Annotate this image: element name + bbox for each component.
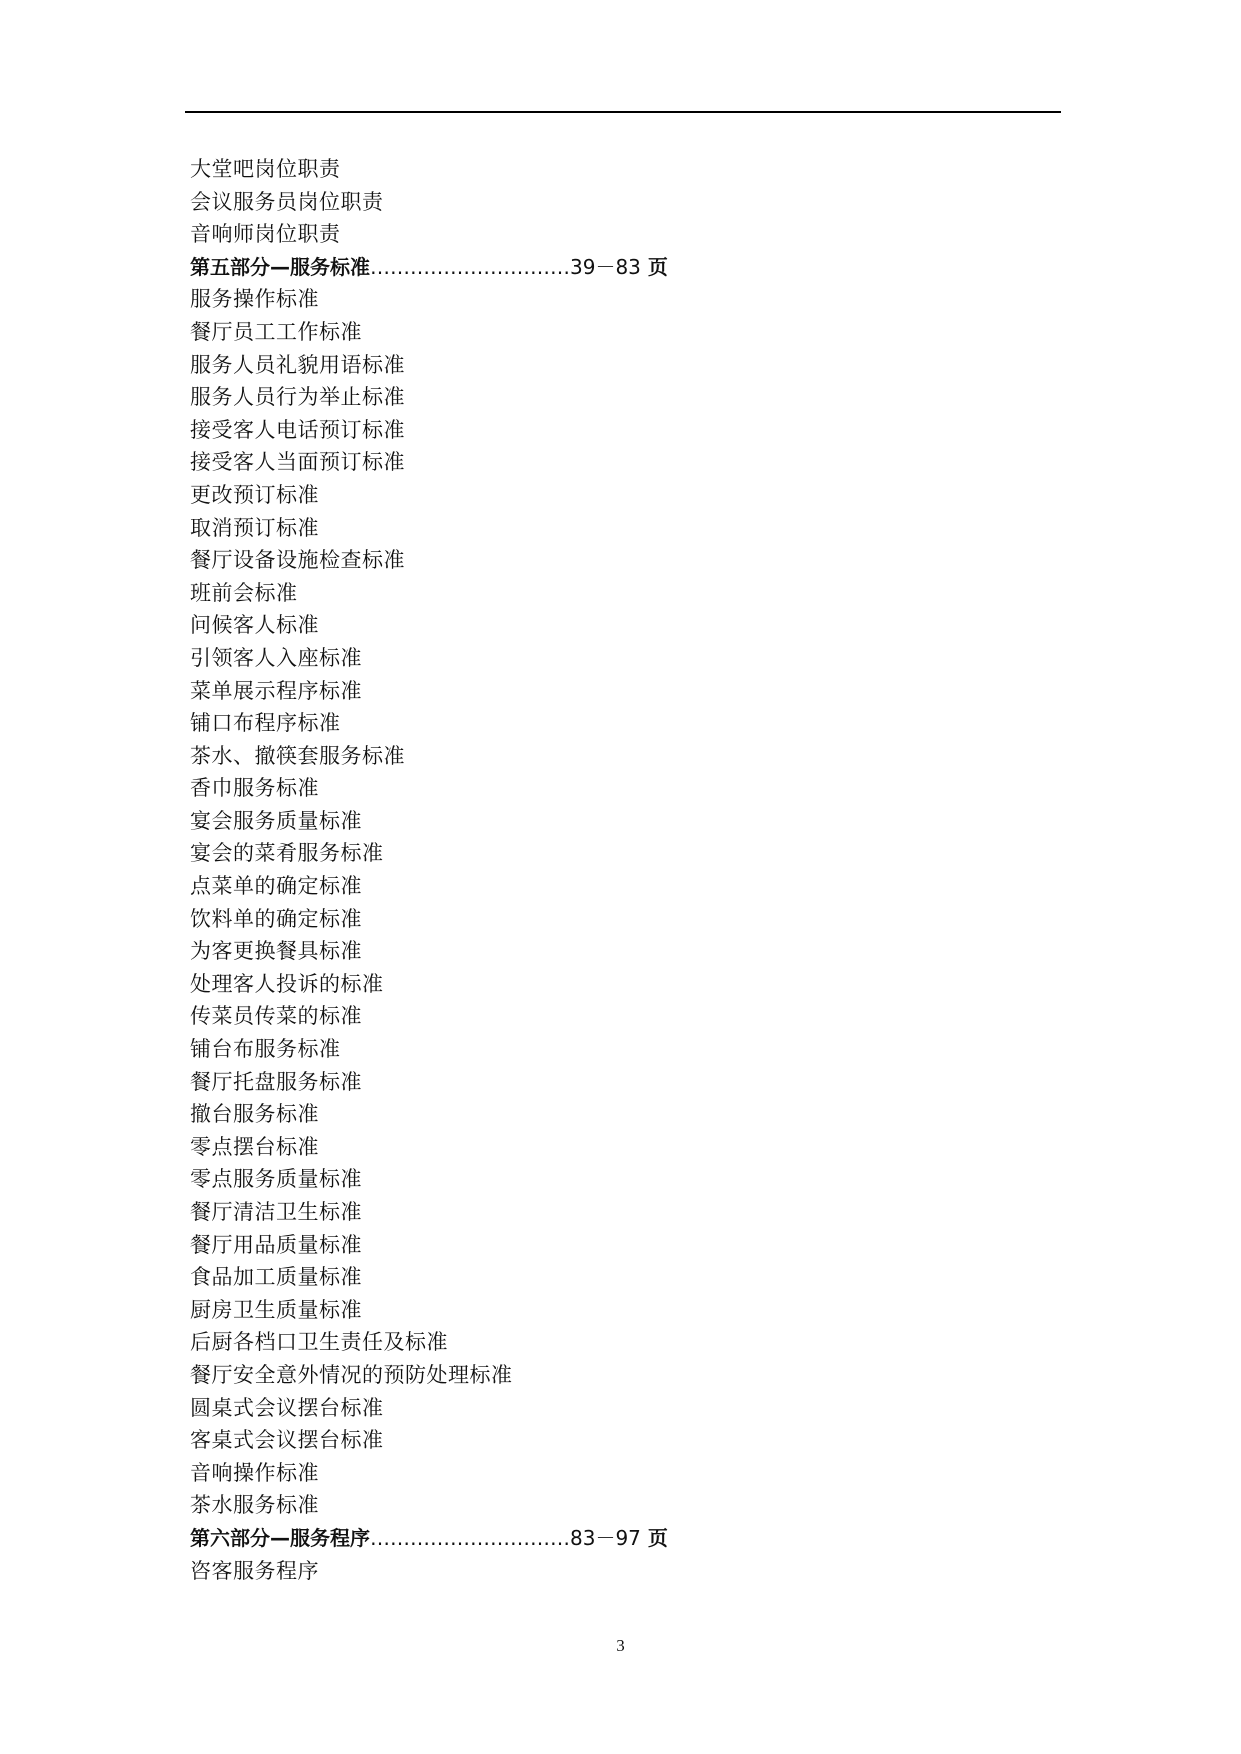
- toc-item: 引领客人入座标准: [190, 645, 362, 670]
- part-title: 第六部分—服务程序: [190, 1525, 370, 1550]
- toc-item: 厨房卫生质量标准: [190, 1297, 362, 1322]
- toc-item: 班前会标准: [190, 580, 298, 605]
- toc-item: 音响操作标准: [190, 1460, 319, 1485]
- toc-item: 餐厅清洁卫生标准: [190, 1200, 362, 1224]
- toc-item: 取消预订标准: [190, 515, 319, 540]
- toc-item: 更改预订标准: [190, 482, 319, 507]
- toc-item: 零点服务质量标准: [190, 1167, 362, 1192]
- toc-item: 餐厅安全意外情况的预防处理标准: [190, 1362, 513, 1387]
- page-range: 39－83: [570, 254, 641, 279]
- toc-item: 传菜员传菜的标准: [190, 1004, 362, 1029]
- toc-item: 音响师岗位职责: [190, 222, 341, 247]
- toc-item: 撤台服务标准: [190, 1102, 319, 1127]
- toc-item: 餐厅设备设施检查标准: [190, 548, 405, 573]
- toc-item: 为客更换餐具标准: [190, 939, 362, 964]
- toc-item: 客桌式会议摆台标准: [190, 1428, 384, 1453]
- toc-item: 香巾服务标准: [190, 776, 319, 801]
- toc-item: 铺台布服务标准: [190, 1037, 341, 1062]
- header-rule: [185, 111, 1061, 113]
- toc-part-heading: [190, 251, 668, 284]
- toc-item: 服务操作标准: [190, 287, 319, 312]
- toc-item: 服务人员礼貌用语标准: [190, 352, 405, 377]
- toc-item: 餐厅员工工作标准: [190, 319, 362, 344]
- toc-item: 茶水、撤筷套服务标准: [190, 743, 405, 768]
- page-unit: 页: [647, 254, 668, 279]
- toc-item: 处理客人投诉的标准: [190, 971, 384, 996]
- toc-item: 接受客人电话预订标准: [190, 417, 405, 442]
- toc-item: 铺口布程序标准: [190, 711, 341, 736]
- toc-item: 圆桌式会议摆台标准: [190, 1395, 384, 1420]
- leader-dots: …………………………: [370, 1525, 570, 1550]
- toc-item: 宴会的菜肴服务标准: [190, 841, 384, 866]
- page-number: 3: [616, 1636, 625, 1655]
- toc-item: 点菜单的确定标准: [190, 874, 362, 899]
- toc-item: 会议服务员岗位职责: [190, 189, 384, 214]
- toc-item: 大堂吧岗位职责: [190, 157, 341, 181]
- toc-item: 后厨各档口卫生责任及标准: [190, 1330, 448, 1355]
- table-of-contents: [190, 153, 668, 1587]
- toc-item: 宴会服务质量标准: [190, 808, 362, 833]
- toc-item: 零点摆台标准: [190, 1134, 319, 1159]
- toc-item: 食品加工质量标准: [190, 1265, 362, 1290]
- toc-part-heading: [190, 1522, 668, 1555]
- toc-item: 接受客人当面预订标准: [190, 450, 405, 475]
- toc-item: 餐厅托盘服务标准: [190, 1069, 362, 1094]
- leader-dots: …………………………: [370, 254, 570, 279]
- toc-item: 餐厅用品质量标准: [190, 1232, 362, 1257]
- page-unit: 页: [647, 1525, 668, 1550]
- toc-item: 咨客服务程序: [190, 1558, 319, 1583]
- page-range: 83－97: [570, 1525, 641, 1550]
- toc-item: 饮料单的确定标准: [190, 906, 362, 931]
- toc-item: 问候客人标准: [190, 613, 319, 638]
- part-title: 第五部分—服务标准: [190, 254, 370, 279]
- toc-item: 服务人员行为举止标准: [190, 385, 405, 410]
- toc-item: 茶水服务标准: [190, 1493, 319, 1518]
- toc-item: 菜单展示程序标准: [190, 678, 362, 703]
